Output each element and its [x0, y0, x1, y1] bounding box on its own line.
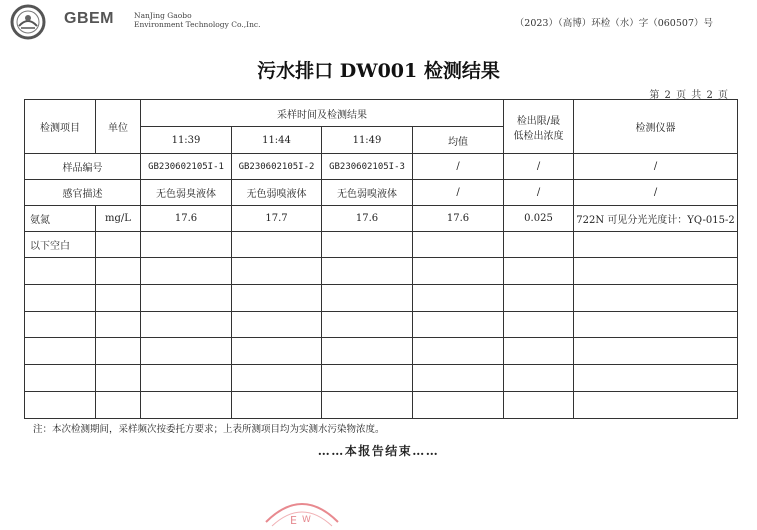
row-value-1: 无色弱臭液体	[141, 180, 232, 206]
empty-row	[25, 365, 738, 392]
table-row	[25, 180, 738, 206]
row-limit: 0.025	[504, 206, 574, 232]
row-value-1: GB230602105I-1	[141, 154, 232, 180]
header-time-3: 11:49	[322, 127, 413, 154]
row-mean: /	[413, 180, 504, 206]
row-mean: 17.6	[413, 206, 504, 232]
empty-row	[25, 284, 738, 311]
header-mean: 均值	[413, 127, 504, 154]
header-limit	[504, 100, 574, 154]
header-time-2: 11:44	[232, 127, 322, 154]
header-time-1: 11:39	[141, 127, 232, 154]
blank-note: 以下空白	[25, 232, 96, 258]
row-value-3: 无色弱嗅液体	[322, 180, 413, 206]
page-info: 第 2 页 共 2 页	[649, 90, 729, 101]
row-value-3: 17.6	[322, 206, 413, 232]
header-item: 检测项目	[25, 100, 96, 154]
table-row	[25, 154, 738, 180]
header-instrument: 检测仪器	[574, 100, 738, 154]
brand-name: GBEM	[64, 10, 114, 27]
row-instrument: /	[574, 180, 738, 206]
report-end-text: ……本报告结束……	[317, 444, 440, 458]
empty-row	[25, 311, 738, 338]
row-mean: /	[413, 154, 504, 180]
header-limit-line-2: 低检出浓度	[513, 130, 564, 142]
header-limit-line-1: 检出限/最	[516, 115, 561, 127]
company-name	[134, 11, 261, 29]
row-item: 样品编号	[25, 154, 141, 180]
row-value-1: 17.6	[141, 206, 232, 232]
document-number: （2023）（高博）环检（水）字（060507）号	[514, 18, 713, 29]
company-logo-icon	[10, 4, 46, 40]
row-value-2: 17.7	[232, 206, 322, 232]
stamp-seal-icon	[262, 492, 342, 530]
empty-row	[25, 338, 738, 365]
row-value-2: 无色弱嗅液体	[232, 180, 322, 206]
row-instrument: 722N 可见分光光度计：YQ-015-2	[574, 206, 738, 232]
row-limit: /	[504, 154, 574, 180]
company-line-1: NanJing Gaobo	[134, 11, 192, 20]
row-item: 氨氮	[25, 206, 96, 232]
row-item: 感官描述	[25, 180, 141, 206]
svg-text:E: E	[290, 514, 297, 527]
empty-row	[25, 392, 738, 419]
header-sampling: 采样时间及检测结果	[141, 100, 504, 127]
row-value-3: GB230602105I-3	[322, 154, 413, 180]
header-unit: 单位	[96, 100, 141, 154]
results-table	[24, 99, 738, 419]
table-header-row	[25, 100, 738, 127]
report-title: 污水排口 DW001 检测结果	[257, 60, 500, 82]
row-instrument: /	[574, 154, 738, 180]
empty-row	[25, 258, 738, 285]
row-unit: mg/L	[96, 206, 141, 232]
footnote: 注：本次检测期间，采样频次按委托方要求；上表所测项目均为实测水污染物浓度。	[33, 424, 385, 435]
table-row	[25, 206, 738, 232]
svg-text:W: W	[302, 515, 311, 525]
blank-note-row	[25, 232, 738, 258]
row-limit: /	[504, 180, 574, 206]
company-line-2: Environment Technology Co.,Inc.	[134, 20, 261, 29]
row-value-2: GB230602105I-2	[232, 154, 322, 180]
